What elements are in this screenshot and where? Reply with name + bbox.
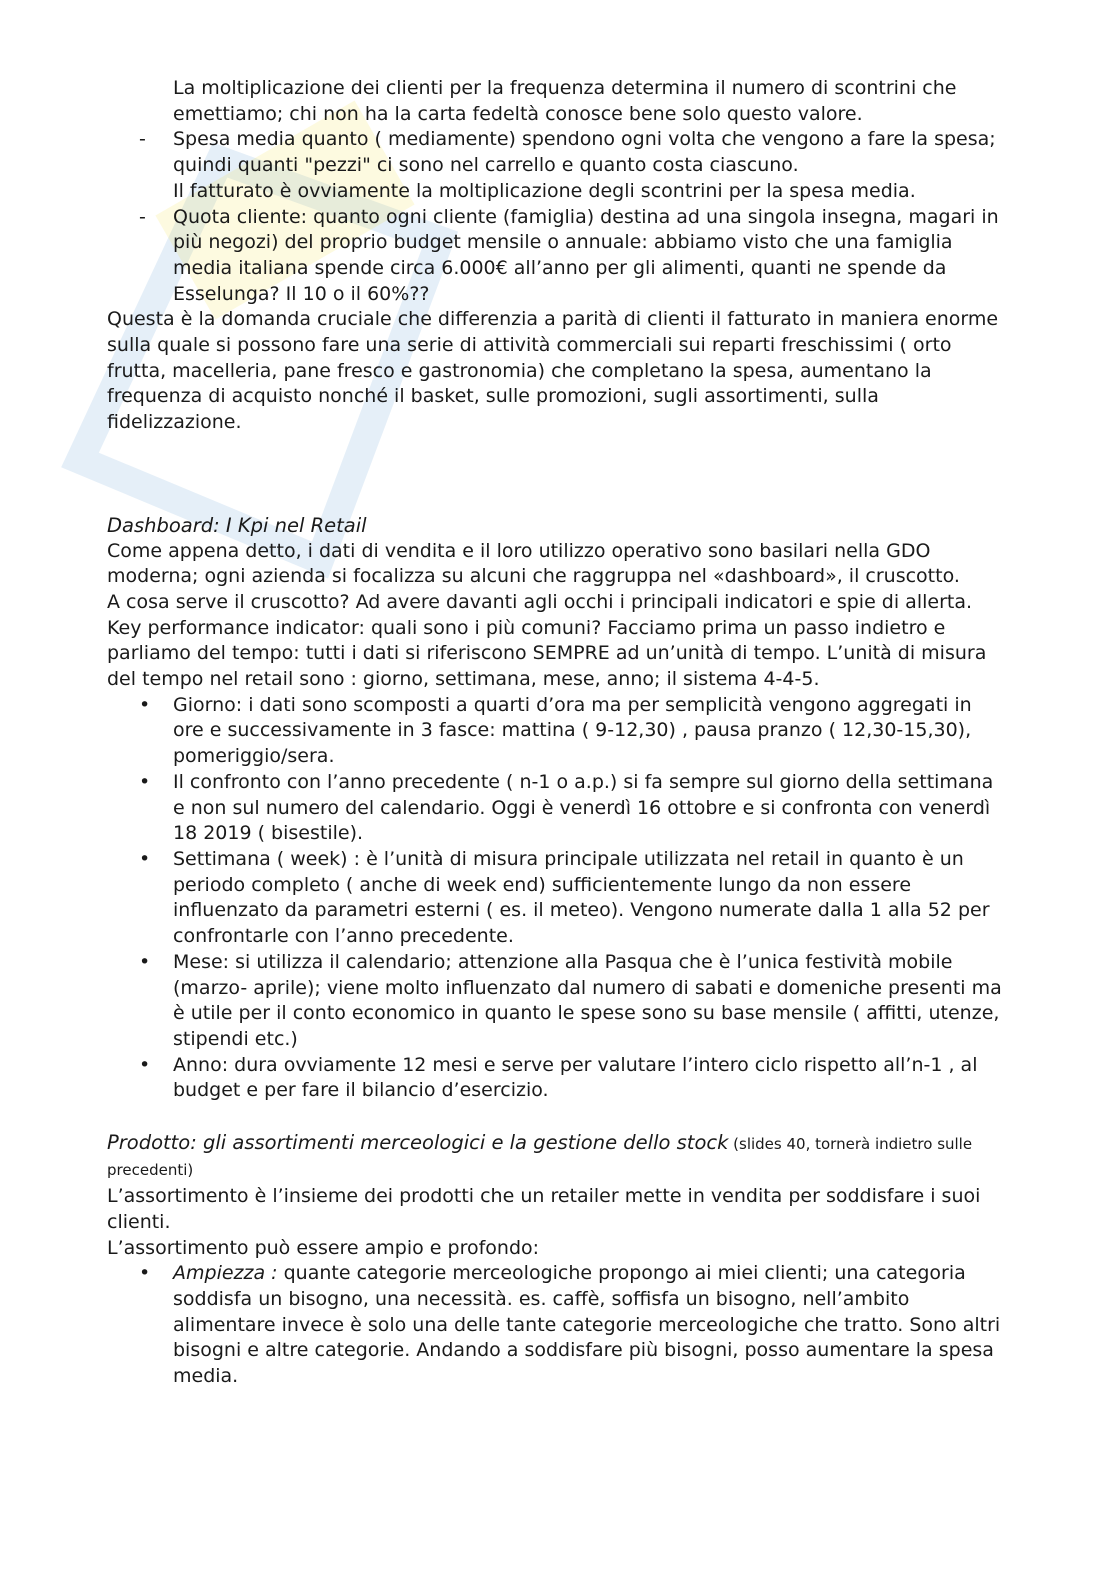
list-item-text: Settimana ( week) : è l’unità di misura principale utilizzata nel retail in quanto è un periodo completo ( anche di week end) sufficientemente lungo da non essere influenzato da parametri esterni ( es. il meteo). Vengono numerate dalla 1 alla 52 per confrontarle con l’anno precedente.: [173, 847, 990, 948]
heading-text: Prodotto: gli assortimenti merceologici e la gestione dello stock: [107, 1130, 729, 1154]
list-item-mese: [107, 950, 1007, 1053]
bullet-marker: •: [139, 1262, 151, 1285]
document-page: [107, 76, 1007, 1390]
list-item-text: quante categorie merceologiche propongo ai miei clienti; una categoria soddisfa un bisogno, una necessità. es. caffè, soffisfa un bisogno, nell’ambito alimentare invece è solo una delle tante categorie merceologiche che tratto. Sono altri bisogni e altre categorie. Andando a soddisfare più bisogni, posso aumentare la spesa media.: [173, 1262, 1001, 1388]
paragraph-scontrini: La moltiplicazione dei clienti per la frequenza determina il numero di scontrini che emettiamo; chi non ha la carta fedeltà conosce bene solo questo valore.: [173, 77, 957, 125]
dash-marker: -: [139, 128, 146, 151]
paragraph-fatturato: Il fatturato è ovviamente la moltiplicazione degli scontrini per la spesa media.: [173, 179, 916, 202]
list-item-ampiezza: [107, 1261, 1007, 1390]
paragraph-ampio-profondo: L’assortimento può essere ampio e profondo:: [107, 1236, 540, 1259]
paragraph-kpi: Key performance indicator: quali sono i più comuni? Facciamo prima un passo indietro e parliamo del tempo: tutti i dati si riferiscono SEMPRE ad un’unità di tempo. L’unità di misura del tempo nel retail sono : giorno, settimana, mese, anno; il sistema 4-4-5.: [107, 616, 987, 691]
list-item-spesa-media: [107, 127, 1007, 178]
bullet-marker: •: [139, 950, 151, 973]
list-item-text: Anno: dura ovviamente 12 mesi e serve per valutare l’intero ciclo rispetto all’n-1 , al budget e per fare il bilancio d’esercizio.: [173, 1053, 978, 1102]
paragraph-dashboard-intro: Come appena detto, i dati di vendita e il loro utilizzo operativo sono basilari nella GDO moderna; ogni azienda si focalizza su alcuni che raggruppa nel «dashboard», il cruscotto.: [107, 539, 960, 588]
list-item-text: Spesa media quanto ( mediamente) spendono ogni volta che vengono a fare la spesa; quindi quanti "pezzi" ci sono nel carrello e quanto costa ciascuno.: [173, 128, 996, 177]
list-item-confronto: [107, 770, 1007, 847]
list-item-giorno: [107, 693, 1007, 770]
list-item-text: Quota cliente: quanto ogni cliente (famiglia) destina ad una singola insegna, magari in più negozi) del proprio budget mensile o annuale: abbiamo visto che una famiglia media italiana spende circa 6.000€ all’anno per gli alimenti, quanti ne spende da Esselunga? Il 10 o il 60%??: [173, 205, 999, 305]
bullet-marker: •: [139, 770, 151, 793]
section-heading-dashboard: Dashboard: I Kpi nel Retail: [107, 513, 367, 537]
dash-marker: -: [139, 205, 146, 228]
list-item-text: Mese: si utilizza il calendario; attenzione alla Pasqua che è l’unica festività mobile (marzo- aprile); viene molto influenzato dal numero di sabati e domeniche presenti ma è utile per il conto economico in quanto le spese sono su base mensile ( affitti, utenze, stipendi etc.): [173, 950, 1002, 1050]
list-item-settimana: [107, 847, 1007, 950]
paragraph-domanda-cruciale: Questa è la domanda cruciale che differenzia a parità di clienti il fatturato in maniera enorme sulla quale si possono fare una serie di attività commerciali sui reparti freschissimi ( orto frutta, macelleria, pane fresco e gastronomia) che completano la spesa, aumentano la frequenza di acquisto nonché il basket, sulle promozioni, sugli assortimenti, sulla fidelizzazione.: [107, 308, 999, 434]
bullet-marker: •: [139, 693, 151, 716]
list-item-quota-cliente: [107, 205, 1007, 308]
section-heading-prodotto: [107, 1130, 1007, 1184]
list-item-text: Giorno: i dati sono scomposti a quarti d’ora ma per semplicità vengono aggregati in ore e successivamente in 3 fasce: mattina ( 9-12,30) , pausa pranzo ( 12,30-15,30), pomeriggio/sera.: [173, 693, 972, 768]
paragraph-assortimento: L’assortimento è l’insieme dei prodotti che un retailer mette in vendita per soddisfare i suoi clienti.: [107, 1185, 981, 1233]
bullet-marker: •: [139, 1053, 151, 1076]
list-item-anno: [107, 1053, 1007, 1104]
heading-note: (slides 40, tornerà indietro sulle precedenti): [107, 1134, 973, 1180]
ampiezza-label: Ampiezza :: [173, 1262, 278, 1285]
paragraph-cruscotto: A cosa serve il cruscotto? Ad avere davanti agli occhi i principali indicatori e spie di allerta.: [107, 590, 973, 613]
bullet-marker: •: [139, 847, 151, 870]
list-item-text: Il confronto con l’anno precedente ( n-1 o a.p.) si fa sempre sul giorno della settimana e non sul numero del calendario. Oggi è venerdì 16 ottobre e si confronta con venerdì 18 2019 ( bisestile).: [173, 770, 994, 845]
